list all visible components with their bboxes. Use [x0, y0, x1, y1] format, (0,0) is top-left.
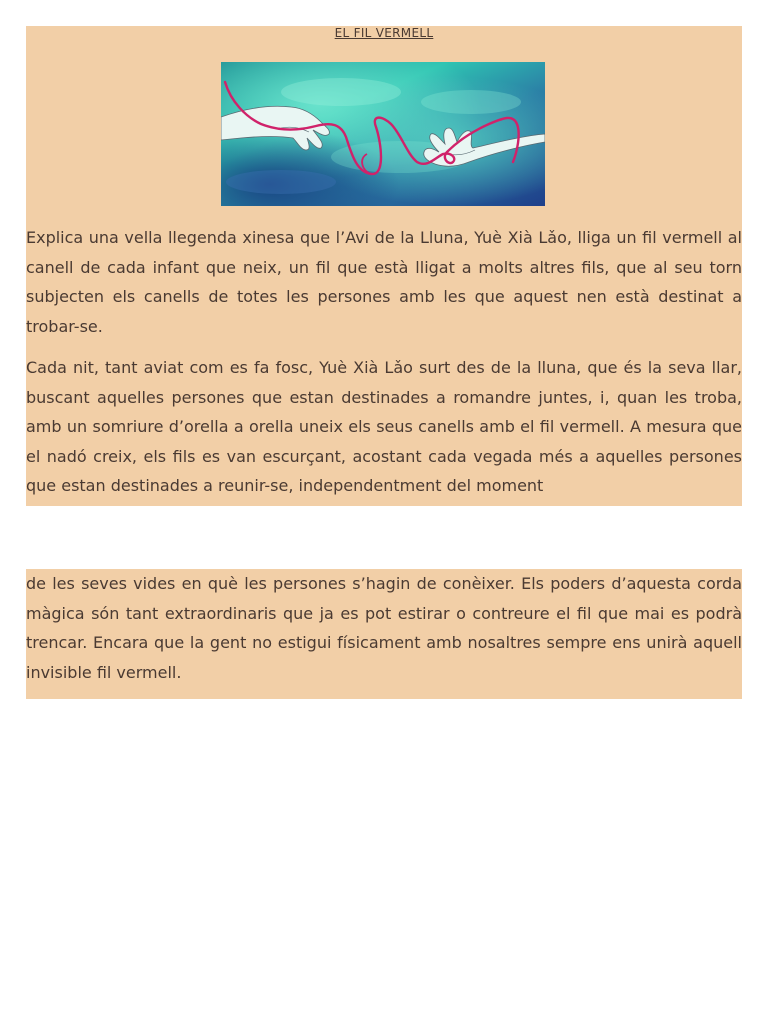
red-thread-hands-image [221, 62, 545, 206]
page-panel-bottom [26, 569, 742, 699]
page-title: EL FIL VERMELL [334, 26, 434, 40]
paragraph-yue-xia-lao: Cada nit, tant aviat com es fa fosc, Yuè Xià Lǎo surt des de la lluna, que és la seva llar, buscant aquelles persones que estan destinades a romandre juntes, i, quan les troba, amb un somriure d’orella a orella uneix els seus canells amb el fil vermell. A mesura que el nadó creix, els fils es van escurçant, acostant cada vegada més a aquelles persones que estan destinades a reunir-se, independentment del moment [26, 358, 742, 495]
paragraph-magic-cord: de les seves vides en què les persones s’hagin de conèixer. Els poders d’aquesta corda màgica són tant extraordinaris que ja es pot estirar o contreure el fil que mai es podrà trencar. Encara que la gent no estigui físicament amb nosaltres sempre ens unirà aquell invisible fil vermell. [26, 574, 742, 682]
paragraph-legend-intro: Explica una vella llegenda xinesa que l’Avi de la Lluna, Yuè Xià Lǎo, lliga un fil vermell al canell de cada infant que neix, un fil que està lligat a molts altres fils, que al seu torn subjecten els canells de totes les persones amb les que aquest nen està destinat a trobar-se. [26, 228, 742, 336]
page-panel-top [26, 26, 742, 506]
